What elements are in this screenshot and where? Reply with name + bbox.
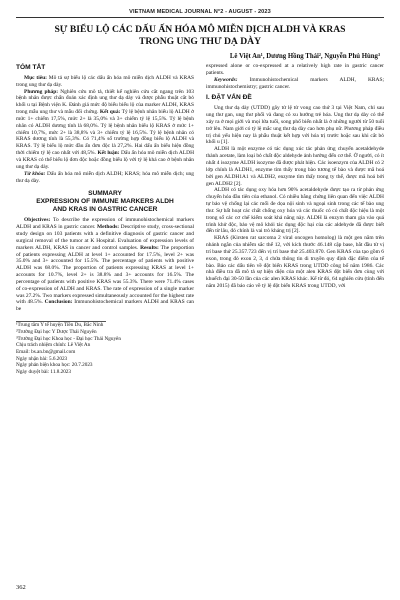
en-keywords-label: Keywords:: [214, 76, 238, 83]
en-conclusion-label: Conclusion:: [44, 299, 73, 306]
intro-paragraph-3: ALDH có tác dụng oxy hóa hơn 90% acetaldehyde được tạo ra từ phản ứng chuyển hóa đầu tiên của ethanol. Có nhiều bằng chứng liên quan đến việc ALDH tự bảo vệ chống lại các mối đe dọa nội sinh và ngoại sinh trong các tế bào ung thư. Sự bất hoạt các chất chống oxy hóa và các thuốc có có chất độc hiệu là một trong số các cơ chế kiểm soát khả năng này. ALDH là enzym tham gia vào quá trình khử độc, bảo vệ mô khỏi tác dụng độc hại của các aldehyde đã được biết đến từ lâu, đó chính là vai trò kháng trị [2].: [206, 187, 384, 235]
vi-keywords-label: Từ khóa:: [24, 170, 46, 177]
en-abstract-body: [16, 217, 194, 313]
footnote-3: ³Trường Đại học Khoa học - Đại học Thái Nguyên: [16, 335, 121, 342]
authors: Lê Việt An¹, Dương Hồng Thái², Nguyễn Phú Hùng³: [229, 53, 380, 60]
email[interactable]: Email: bs.an.bn@gmail.com: [16, 348, 76, 355]
journal-header: VIETNAM MEDICAL JOURNAL N°2 - AUGUST - 2023: [129, 9, 271, 15]
article-title: [16, 24, 384, 48]
en-methods-text: Descriptive study, cross-sectional study design on 103 patients with a definitive diagnosis of gastric cancer and surgical removal of the tumor at K Hospital. Evaluation of expression levels of markers ALDH, KRAS in cancer and control samples.: [16, 224, 194, 251]
vi-objective-label: Mục tiêu:: [24, 74, 47, 81]
en-conclusion-continuation: expressed alone or co-expressed at a relatively high rate in gastric cancer patients.: [206, 63, 384, 76]
vi-keywords-text: Dấu ấn hóa mô miễn dịch ALDH; KRAS; hóa mô miễn dịch; ung thư dạ dày.: [16, 170, 194, 184]
header-rule: [16, 17, 384, 18]
en-methods-label: Methods:: [96, 224, 120, 231]
vi-conclusion-text: Dấu ấn hóa mô miễn dịch ALDH và KRAS có thể biểu lộ đơn độc hoặc đồng biểu lộ với tỷ lệ khá cao ở bệnh nhân ung thư dạ dày.: [16, 150, 195, 170]
en-keywords-text: Immunohistochemical markers ALDH, KRAS; immunohistochemistry; gastric cancer.: [206, 76, 384, 90]
vi-methods-text: Nghiên cứu mô tả, thiết kế nghiên cứu cắt ngang trên 103 bệnh nhân được chẩn đoán xác định ung thư dạ dày và được phẫu thuật cắt bỏ khối u tại Bệnh viện K. Đánh giá mức độ biểu biểu lộ của marker ALDH, KRAS trong mẫu ung thư và mẫu đối chứng.: [16, 88, 194, 116]
en-keywords: [206, 77, 384, 91]
vi-conclusion-label: Kết luận:: [97, 150, 120, 157]
right-column: [206, 63, 384, 376]
received-date: Ngày nhận bài: 5.6.2023: [16, 355, 68, 362]
page-number: 362: [16, 584, 26, 591]
left-column: [16, 63, 194, 376]
vi-methods-label: Phương pháp:: [24, 88, 59, 95]
vi-keywords: [16, 171, 194, 185]
vi-objective-text: Mô tả sự biểu lộ các dấu ấn hóa mô miễn dịch ALDH và KRAS trong ung thư dạ dày.: [16, 74, 195, 88]
en-conclusion-text: Immunohistochemical markers ALDH and KRAS can be: [16, 299, 195, 313]
title-line-1: SỰ BIỂU LỘ CÁC DẤU ẤN HÓA MÔ MIỄN DỊCH ALDH VÀ KRAS: [54, 24, 346, 35]
vi-results-text: Tỷ lệ bệnh nhân biểu lộ ALDH ở mức 1+ chiếm 17,5%, mức 2+ là 35,0% và 3+ chiếm tỷ lệ 15,5%. Tỷ lệ bệnh nhân có ALDH dương tính là 68,0%. Tỷ lệ bệnh nhân biểu lộ KRAS ở mức 1+ chiếm 10,7%, mức 2+ là 38,8% và 3+ chiếm tỷ lệ 16,5%. Tỷ lệ bệnh nhân có KRAS dương tính là 55,3%. Có 71,4% số trường hợp đồng biểu lộ ALDH và KRAS. Tỷ lệ biểu lộ mức đầu ấn đơn độc là 27,2%. Hai dấu ấn biểu hiện đồng thời chiếm tỷ lệ cao nhất với 48,5%.: [16, 109, 195, 157]
intro-paragraph-4: KRAS (Kirsten rat sarcoma 2 viral oncogen homolog) là một gen nằm trên nhánh ngắn của nhiễm sắc thể 12, với kích thước 46.148 cặp base, bắt đầu từ vị trí base thứ 25.357.723 đến vị trí base thứ 25.403.870. Gen KRAS của tạo gồm 6 exon, trong đó exon 2, 3, 4 chứa thông tin di truyền quy định đặc điểm của tế bào. Bảo các dấu tiên về đột biến KRAS trong UTDD công bố năm 1986. Các nhà điều tra đã mô tả sự hiện diện của một alen KRAS đột biến đơn cùng với khuếch đại 30-50 lần của các alen KRAS khác. Kể từ đó, 64 nghiên cứu (tính đến năm 2015) đã báo cáo về tỷ lệ đột biến KRAS trong UTDD, với: [206, 235, 384, 290]
footnote-2: ²Trường Đại học Y Dược Thái Nguyên: [16, 328, 97, 335]
en-results-label: Results:: [140, 244, 159, 251]
title-line-2: TRONG UNG THƯ DẠ DÀY: [138, 36, 262, 47]
footnotes: [16, 322, 194, 376]
section-1-heading: I. ĐẶT VẤN ĐỀ: [206, 94, 252, 102]
vi-results-label: Kết quả:: [99, 109, 121, 116]
review-date: Ngày phản biện khoa học: 20.7.2023: [16, 362, 93, 369]
en-title-line-2: AND KRAS IN GASTRIC CANCER: [52, 206, 158, 214]
accepted-date: Ngày duyệt bài: 11.8.2023: [16, 369, 71, 376]
summary-heading: SUMMARY: [88, 190, 122, 198]
en-title-line-1: EXPRESSION OF IMMUNE MARKERS ALDH: [36, 198, 174, 206]
footnote-1: ¹Trung tâm Y tế huyện Tiền Du, Bắc Ninh: [16, 322, 104, 329]
vi-methods: [16, 89, 194, 171]
en-results-text: The proportion of patients expressing ALDH at level 1+ accounted for 17.5%, level 2+ was 35.0% and 3+ accounted for 15.5%. The percentage of patients with positive ALDH was 68.0%. The proportion of patients expressing KRAS at level 1+ accounts for 10.7%, level 2+ is 38.8% and 3+ accounts for 16.5%. The percentage of patients with positive KRAS was 55.3%. There were 71.4% cases of co-expression of ALDH and KRAS. The rate of expression of a single marker was 27.2%. Two markers expressed simultaneously accounted for the highest rate with 48.5%.: [16, 244, 194, 306]
en-abstract-heading: [16, 190, 194, 214]
vi-objective: [16, 75, 194, 89]
intro-paragraph-1: Ung thư dạ dày (UTDD) gây tử lệ tử vong cao thứ 3 tại Việt Nam, chỉ sau ung thư gan, ung thư phổi và đang có xu hướng trẻ hóa. Ung thư dạ dày có thể xảy ra ở mọi giới và mọi lứa tuổi, song phổ biến nhất là ở những người từ 50 tuổi trở lên. Nam giới có tỷ lệ mắc ung thư dạ dày cao hơn phụ nữ. Phương pháp điều trị chủ yếu hiện nay là phẫu thuật kết hợp với hóa trị trước hoặc sau khi cắt bỏ khối u [1].: [206, 105, 384, 146]
intro-paragraph-2: ALDH là một enzyme có tác dụng xúc tác phản ứng chuyển acetaldehyde thành acetate, làm loại bỏ chất độc aldehyde ảnh hưởng đến cơ thể. Ở người, có ít nhất 4 isozyme ALDH isozyme đã được phát hiện. Các isoenzym của ALDH có 2 lớp chính là ALDH1, enzyme tìm thấy trong bào tương tế bào và được mã hoá bởi gen ALDH1A1 và ALDH2, enzyme tìm thấy trong ty thể, được mã hoá bởi gen ALDH2 [2].: [206, 146, 384, 187]
corresponding-author: Chịu trách nhiệm chính: Lê Việt An: [16, 342, 91, 349]
en-objectives-label: Objectives:: [24, 217, 51, 224]
two-column-body: [16, 63, 384, 376]
vi-abstract-heading: TÓM TẮT: [16, 64, 46, 71]
en-objectives-text: To describe the expression of immunohistochemical markers ALDH and KRAS in gastric cancer.: [16, 217, 194, 231]
